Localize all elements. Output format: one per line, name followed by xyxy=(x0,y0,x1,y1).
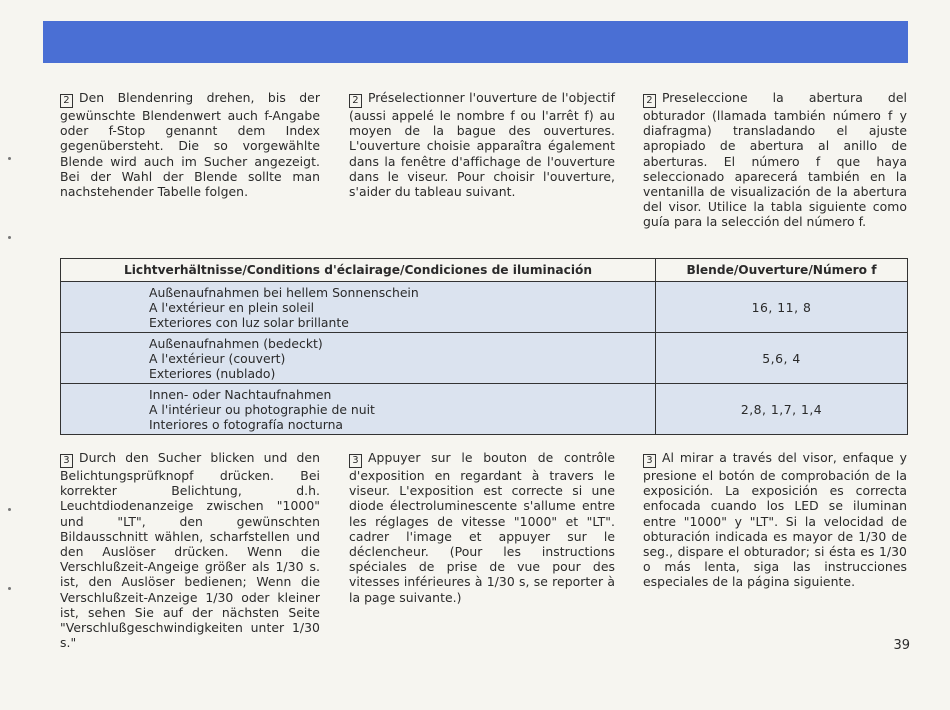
paragraph-text: Den Blendenring drehen, bis der gewünschte Blendenwert auch f-Angabe oder f-Stop genannt dem Index gegenübersteht. Die so vorgewählte Blende wird auch im Sucher angezeigt. Bei der Wahl der Blende sollte man nachstehender Tabelle folgen. xyxy=(60,90,320,200)
table-row xyxy=(61,282,908,333)
page-number: 39 xyxy=(893,638,910,653)
aperture-cell: 2,8, 1,7, 1,4 xyxy=(656,384,908,435)
header-conditions: Lichtverhältnisse/Conditions d'éclairage/Condiciones de iluminación xyxy=(61,259,656,282)
lighting-conditions-table xyxy=(60,258,908,435)
condition-fr: A l'extérieur en plein soleil xyxy=(149,299,315,315)
condition-de: Innen- oder Nachtaufnahmen xyxy=(149,386,332,402)
margin-mark xyxy=(8,236,11,239)
step-number-box: 3 xyxy=(643,454,656,468)
step-number-box: 3 xyxy=(60,454,73,468)
condition-fr: A l'intérieur ou photographie de nuit xyxy=(149,401,375,417)
condition-de: Außenaufnahmen bei hellem Sonnenschein xyxy=(149,284,419,300)
paragraph-es-step3 xyxy=(643,450,907,590)
paragraph-es-step2 xyxy=(643,90,907,230)
condition-fr: A l'extérieur (couvert) xyxy=(149,350,286,366)
conditions-cell xyxy=(61,282,656,333)
paragraph-text: Preseleccione la abertura del obturador (llamada también número f y diafragma) transladando el ajuste apropiado de abertura al anillo de aberturas. El número f que haya seleccionado aparecerá también en la ventanilla de visualización de la abertura del visor. Utilice la tabla siguiente como guía para la selección del número f. xyxy=(643,90,907,230)
margin-mark xyxy=(8,157,11,160)
table-row xyxy=(61,333,908,384)
step-number-box: 2 xyxy=(60,94,73,108)
conditions-cell xyxy=(61,384,656,435)
paragraph-text: Appuyer sur le bouton de contrôle d'exposition en regardant à travers le viseur. L'exposition est correcte si une diode électroluminescente s'allume entre les réglages de vitesse "1000" et "LT". cadrer l'image et appuyer sur le déclencheur. (Pour les instructions spéciales de prise de vue pour des vitesses inférieures à 1/30 s, se reporter à la page suivante.) xyxy=(349,450,615,605)
condition-es: Exteriores con luz solar brillante xyxy=(149,314,349,330)
paragraph-text: Préselectionner l'ouverture de l'objectif (aussi appelé le nombre f ou l'arrêt f) au moyen de la bague des ouvertures. L'ouverture choisie apparaîtra également dans la fenêtre d'affichage de l'ouverture dans le viseur. Pour choisir l'ouverture, s'aider du tableau suivant. xyxy=(349,90,615,200)
step-number-box: 2 xyxy=(643,94,656,108)
condition-de: Außenaufnahmen (bedeckt) xyxy=(149,335,323,351)
margin-mark xyxy=(8,587,11,590)
conditions-cell xyxy=(61,333,656,384)
header-banner xyxy=(43,21,908,63)
step-number-box: 2 xyxy=(349,94,362,108)
paragraph-de-step3 xyxy=(60,450,320,650)
condition-es: Exteriores (nublado) xyxy=(149,365,276,381)
paragraph-fr-step2 xyxy=(349,90,615,199)
paragraph-fr-step3 xyxy=(349,450,615,605)
aperture-cell: 5,6, 4 xyxy=(656,333,908,384)
table-row xyxy=(61,384,908,435)
paragraph-de-step2 xyxy=(60,90,320,199)
paragraph-text: Al mirar a través del visor, enfaque y presione el botón de comprobación de la exposición. La exposición es correcta enfocada cuando los LED se iluminan entre "1000" y "LT". Si la velocidad de obturación indicada es mayor de 1/30 de seg., dispare el obturador; si ésta es 1/30 o más lenta, siga las instrucciones especiales de la página siguiente. xyxy=(643,450,907,590)
condition-es: Interiores o fotografía nocturna xyxy=(149,416,344,432)
header-aperture: Blende/Ouverture/Número f xyxy=(656,259,908,282)
step-number-box: 3 xyxy=(349,454,362,468)
margin-mark xyxy=(8,508,11,511)
table-header-row xyxy=(61,259,908,282)
aperture-cell: 16, 11, 8 xyxy=(656,282,908,333)
paragraph-text: Durch den Sucher blicken und den Belichtungsprüfknopf drücken. Bei korrekter Belichtung, d.h. Leuchtdiodenanzeige zwischen "1000" und "LT", den gewünschten Bildausschnitt wählen, scharfstellen und den Auslöser drücken. Wenn die Verschlußzeit-Angeige größer als 1/30 s. ist, den Auslöser bedienen; Wenn die Verschlußzeit-Anzeige 1/30 oder kleiner ist, sehen Sie auf der nächsten Seite "Verschlußgeschwindigkeiten unter 1/30 s." xyxy=(60,450,320,651)
